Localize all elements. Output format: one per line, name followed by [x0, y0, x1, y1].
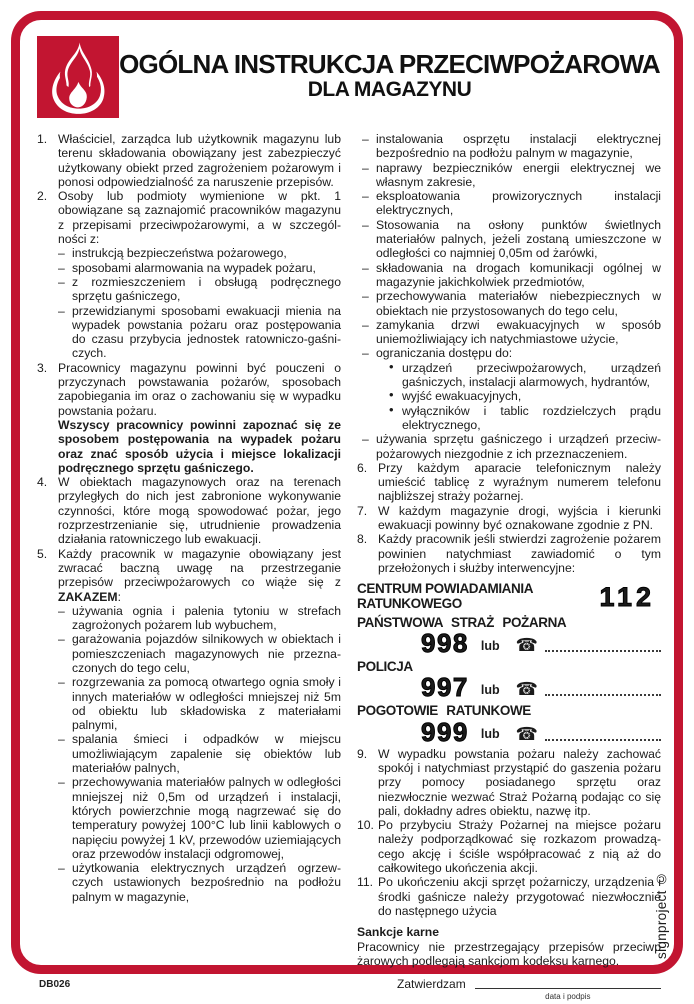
item-text: W każdym magazynie drogi, wyjścia i kierunki ewakuacji powinny być oznakowane zgodnie z PN.: [378, 503, 661, 533]
left-column: [37, 132, 341, 1004]
title-block: [119, 36, 660, 102]
numbered-item: [37, 189, 341, 246]
item-text: przechowywania materiałów niebezpiecznych w obiektach nie przystosowanych do tego celu,: [376, 289, 661, 318]
item-text: Osoby lub podmioty wymienione w pkt. 1 obowiązane są zaznajomić pracowników magazynu z przepisami przeciwpożarowymi, a w szczególności z:: [58, 189, 341, 247]
dash-item: [362, 189, 661, 218]
dash-marker: –: [58, 632, 65, 647]
item-number: 2.: [37, 189, 48, 204]
emergency-service-label: POLICJA: [357, 659, 413, 675]
dash-marker: –: [58, 260, 65, 275]
dash-marker: –: [362, 160, 369, 175]
item-text: Właściciel, zarządca lub użytkownik magazynu lub terenu składowania obowiązany jest zabezpieczyć użytkowany obiekt przed zagrożeniem pożarowym i ponosi odpowiedzialność za naruszenie przepisów.: [58, 132, 341, 189]
dash-item: [58, 275, 341, 304]
dash-item: [362, 261, 661, 290]
item-text: Każdy pracownik w magazynie obowiązany jest zwracać baczną uwagę na przestrzeganie przepisów przeciwpożarowych co wiąże się z ZAKAZEM:: [58, 546, 341, 604]
dash-marker: –: [58, 775, 65, 790]
numbered-item: [37, 475, 341, 546]
numbered-item: [357, 818, 661, 875]
dash-marker: –: [58, 732, 65, 747]
item-text: naprawy bezpieczników energii elektrycznej we własnym zakresie,: [376, 160, 661, 189]
emergency-number-row: [357, 716, 661, 747]
dash-item: [362, 318, 661, 347]
item-text: spalania śmieci i odpadków w miejscu umożliwiającym zapalenie się obiektów lub materiałów palnych,: [72, 732, 341, 776]
dash-marker: –: [362, 217, 369, 232]
dash-item: [58, 304, 341, 361]
body-columns: [20, 124, 674, 1004]
item-text: instalowania osprzętu instalacji elektrycznej bezpośrednio na podłożu palnym w magazynie,: [376, 132, 661, 161]
item-text: urządzeń przeciwpożarowych, urządzeń gaśniczych, instalacji alarmowych, hydrantów,: [402, 360, 661, 390]
dash-item: [362, 132, 661, 161]
dash-item: [362, 218, 661, 261]
item-text: eksploatowania prowizorycznych instalacji elektrycznych,: [376, 189, 661, 218]
item-number: 3.: [37, 360, 48, 375]
item-text: wyłączników i tablic rozdzielczych prądu elektrycznego,: [402, 403, 661, 432]
item-text: Stosowania na osłony punktów świetlnych materiałów palnych, jeżeli zostaną umieszczone w odległości co najmniej 0,05m od żarówki,: [376, 217, 661, 261]
emergency-service-label: POGOTOWIE RATUNKOWE: [357, 703, 531, 719]
conjunction-label: lub: [480, 683, 500, 698]
emergency-number: 999: [421, 716, 469, 747]
emergency-center-label: CENTRUM POWIADAMIANIA RATUNKOWEGO: [357, 581, 533, 611]
dash-marker: –: [58, 303, 65, 318]
phone-icon: ☎: [515, 679, 539, 701]
header: [20, 20, 674, 124]
signature-line: [475, 977, 661, 989]
dash-item: [362, 346, 661, 360]
item-text: przechowywania materiałów palnych w odległości mniejszej niż 0,5m od urządzeń i instalacji, których powierzchnie mogą nagrzewać się do temperatury powyżej 100°C lub linii kablowych o napięciu powyżej 1 kV, przewodów uziemiających oraz przewodów instalacji odgromowej,: [72, 775, 341, 861]
item-text: wyjść ewakuacyjnych,: [402, 389, 522, 404]
numbered-item: [357, 504, 661, 533]
dash-item: [58, 632, 341, 675]
item-number: 4.: [37, 475, 48, 490]
approval-row: [357, 977, 661, 1004]
item-text: ograniczania dostępu do:: [376, 346, 513, 361]
bullet-item: [389, 358, 661, 390]
signature-area: [475, 977, 661, 1004]
item-number: 10.: [357, 818, 374, 833]
dash-item: [58, 261, 341, 275]
emergency-number-row: [357, 672, 661, 703]
dash-marker: –: [58, 675, 65, 690]
item-text: składowania na drogach komunikacji ogólnej w magazynie jakichkolwiek przedmiotów,: [376, 260, 661, 289]
numbered-item: [37, 132, 341, 189]
item-text: przewidzianymi sposobami ewakuacji mienia na wypadek powstania pożaru oraz postępowania do czasu przybycia jednostek ratowniczo-gaśniczych.: [72, 303, 341, 361]
page-subtitle: DLA MAGAZYNU: [307, 78, 472, 102]
item-text: W obiektach magazynowych oraz na terenach przyległych do nich jest zabronione wykonywanie czynności, które mogą spowodować pożar, jego rozprzestrzenianie się, utrudnienie prowadzenia działania ratowniczego lub ewakuacji.: [58, 475, 341, 547]
page-title: OGÓLNA INSTRUKCJA PRZECIWPOŻAROWA: [119, 49, 660, 79]
paragraph: [357, 940, 661, 969]
emergency-header: [357, 582, 661, 611]
bullet-marker: •: [389, 358, 394, 374]
right-column: [357, 132, 661, 1004]
bullet-marker: •: [389, 401, 394, 417]
item-text: używania ognia i palenia tytoniu w strefach zagrożonych pożarem lub wybuchem,: [72, 603, 341, 633]
item-text: sposobami alarmowania na wypadek pożaru,: [72, 260, 316, 275]
dash-marker: –: [362, 132, 369, 146]
item-text: rozgrzewania za pomocą otwartego ognia smoły i innych materiałów w odległości mniejszej niż 5m od obiektu lub składowiska z materiałami palnymi,: [72, 675, 341, 733]
item-text: Przy każdym aparacie telefonicznym należy umieścić tablicę z wyraźnym numerem telefonu najbliższej straży pożarnej.: [378, 460, 661, 504]
item-number: 1.: [37, 132, 48, 146]
numbered-item: [357, 461, 661, 504]
emergency-service-label: PAŃSTWOWA STRAŻ POŻARNA: [357, 614, 567, 630]
dash-item: [58, 246, 341, 260]
item-text: używania sprzętu gaśniczego i urządzeń przeciwpożarowych niezgodnie z ich przeznaczeniem.: [376, 432, 661, 461]
note-text: Wszyscy pracownicy powinni zapoznać się ze sposobem postępowania na wypadek pożaru oraz znać sposób użycia i miejsce lokalizacji podręcznego sprzętu gaśniczego.: [58, 417, 341, 475]
dash-marker: –: [58, 603, 65, 618]
numbered-item: [37, 361, 341, 418]
item-text: Pracownicy magazynu powinni być pouczeni o przyczynach powstawania pożarów, sposobach zapobiegania im oraz o zachowaniu się w wypadku powstania pożaru.: [58, 360, 341, 418]
item-text: W wypadku powstania pożaru należy zachować spokój i natychmiast przystąpić do gaszenia pożaru przy pomocy posiadanego sprzętu oraz niezwłocznie wezwać Straż Pożarną podając co się pali, dokładny adres obiektu, nazwę itp.: [378, 746, 661, 818]
dash-item: [362, 161, 661, 190]
dash-item: [58, 675, 341, 732]
item-number: 6.: [357, 460, 368, 475]
emergency-number: 997: [421, 672, 469, 703]
paragraph-text: Pracownicy nie przestrzegający przepisów przeciwp żarowych podlegają sankcjom kodeksu karnego.: [357, 939, 661, 968]
flame-icon: [37, 36, 119, 118]
conjunction-label: lub: [480, 727, 500, 742]
dash-item: [58, 732, 341, 775]
bullet-item: [389, 389, 661, 403]
conjunction-label: lub: [480, 638, 500, 653]
phone-number-fill-line: [545, 650, 661, 652]
phone-icon: ☎: [515, 635, 539, 657]
item-text: użytkowania elektrycznych urządzeń ogrzewczych ustawionych bezpośrednio na podłożu palnym w magazynie,: [72, 861, 341, 904]
dash-marker: –: [362, 317, 369, 332]
bullet-marker: •: [389, 387, 394, 403]
dash-item: [362, 289, 661, 318]
item-text: z rozmieszczeniem i obsługą podręcznego sprzętu gaśniczego,: [72, 274, 341, 304]
item-text: Po ukończeniu akcji sprzęt pożarniczy, urządzenia i środki gaśnicze należy przygotować niezwłocznie do następnego użycia: [378, 875, 661, 918]
dash-item: [362, 432, 661, 461]
item-number: 5.: [37, 546, 48, 561]
dash-marker: –: [58, 246, 65, 261]
dash-item: [58, 861, 341, 904]
emergency-number: 998: [421, 628, 469, 659]
phone-number-fill-line: [545, 739, 661, 741]
item-number: 7.: [357, 503, 368, 518]
signature-caption: data i podpis: [545, 992, 591, 1002]
emergency-number-112: 112: [599, 581, 655, 612]
numbered-item: [357, 532, 661, 575]
dash-item: [58, 604, 341, 633]
phone-icon: ☎: [515, 723, 539, 745]
item-number: 11.: [357, 875, 374, 890]
emergency-number-row: [357, 628, 661, 659]
dash-marker: –: [362, 346, 369, 361]
numbered-item: [357, 875, 661, 918]
dash-marker: –: [362, 432, 369, 447]
bullet-item: [389, 401, 661, 433]
dash-item: [58, 775, 341, 861]
dash-marker: –: [362, 189, 369, 204]
dash-marker: –: [362, 289, 369, 304]
approval-label: Zatwierdzam: [397, 977, 466, 992]
publisher-credit: signproject ©: [654, 871, 669, 959]
item-text: zamykania drzwi ewakuacyjnych w sposób uniemożliwiający ich natychmiastowe użycie,: [376, 317, 661, 347]
item-number: 9.: [357, 746, 368, 761]
item-text: Każdy pracownik jeśli stwierdzi zagrożenie pożarem powinien natychmiast zawiadomić o tym przełożonych i służby interwencyjne:: [378, 532, 661, 575]
numbered-item: [357, 747, 661, 818]
section-heading: Sankcje karne: [357, 925, 439, 940]
numbered-item: [37, 547, 341, 604]
phone-number-fill-line: [545, 694, 661, 696]
dash-marker: –: [58, 861, 65, 876]
product-code: DB026: [39, 979, 71, 990]
item-text: Po przybyciu Straży Pożarnej na miejsce pożaru należy podporządkować się rozkazom prowadzącego akcję i ściśle współpracować z nią aż do całkowitego ukończenia akcji.: [378, 818, 661, 876]
dash-marker: –: [362, 260, 369, 275]
dash-marker: –: [58, 274, 65, 289]
item-text: garażowania pojazdów silnikowych w obiektach i pomieszczeniach magazynowych nie przeznaczonych do tego celu,: [72, 632, 341, 675]
bold-note: [58, 418, 341, 475]
item-text: instrukcją bezpieczeństwa pożarowego,: [72, 246, 287, 261]
item-number: 8.: [357, 532, 368, 547]
